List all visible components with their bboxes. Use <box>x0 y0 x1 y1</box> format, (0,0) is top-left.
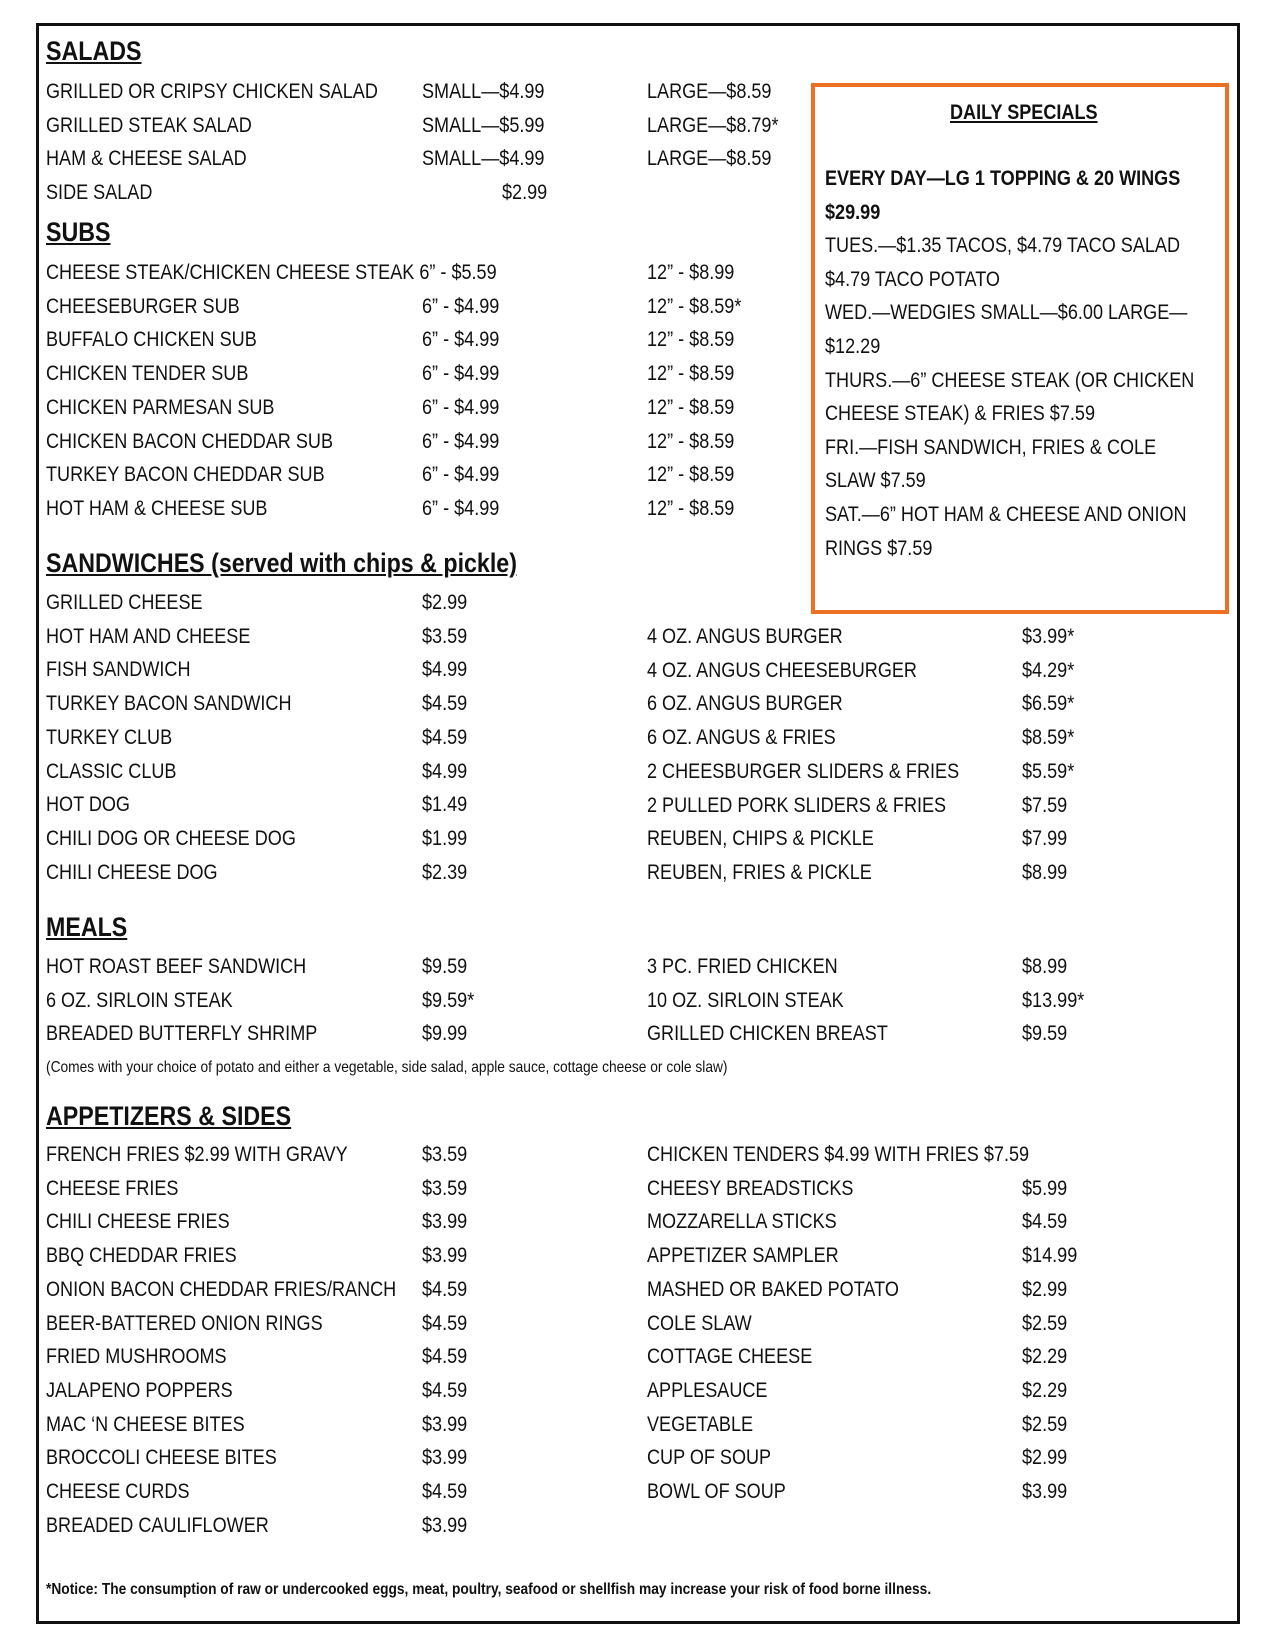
appetizers-right-item-price: $2.59 <box>1022 1412 1068 1436</box>
appetizers-left-item-price: $3.99 <box>422 1412 468 1436</box>
meals-left-item-price: $9.59* <box>422 988 475 1012</box>
sandwiches-right-item-price: $6.59* <box>1022 692 1075 716</box>
sub-12in-price: 12” - $8.59* <box>647 294 742 318</box>
daily-special-line: THURS.—6” CHEESE STEAK (OR CHICKEN <box>825 368 1195 392</box>
appetizers-left-item-name: FRIED MUSHROOMS <box>46 1345 227 1369</box>
sandwiches-left-item-price: $3.59 <box>422 624 468 648</box>
sandwiches-left-item-price: $4.59 <box>422 725 468 749</box>
sub-item-name: CHEESE STEAK/CHICKEN CHEESE STEAK 6” - $5.59 <box>46 261 497 284</box>
sub-6in-price: 6” - $4.99 <box>422 395 500 419</box>
salad-small-price: SMALL—$4.99 <box>422 80 545 103</box>
sub-6in-price: 6” - $4.99 <box>422 463 500 487</box>
sandwiches-left-item-price: $4.99 <box>422 658 468 682</box>
daily-special-line: CHEESE STEAK) & FRIES $7.59 <box>825 402 1095 426</box>
meals-right-item-price: $9.59 <box>1022 1022 1068 1046</box>
sandwiches-left-item-price: $1.49 <box>422 793 468 817</box>
sandwiches-right-item-price: $8.99 <box>1022 860 1068 884</box>
appetizers-right-item-price: $2.99 <box>1022 1446 1068 1470</box>
salad-small-price: SMALL—$5.99 <box>422 113 545 137</box>
sub-6in-price: 6” - $4.99 <box>422 496 500 520</box>
sandwiches-left-item-name: TURKEY CLUB <box>46 725 173 749</box>
sub-12in-price: 12” - $8.59 <box>647 429 735 453</box>
appetizers-left-item-name: BROCCOLI CHEESE BITES <box>46 1446 277 1470</box>
appetizers-right-item-name: BOWL OF SOUP <box>647 1480 786 1503</box>
salad-large-price: LARGE—$8.59 <box>647 147 772 171</box>
appetizers-left-item-name: ONION BACON CHEDDAR FRIES/RANCH <box>46 1277 397 1301</box>
appetizers-left-item-price: $4.59 <box>422 1378 468 1402</box>
sandwiches-right-item-name: 4 OZ. ANGUS BURGER <box>647 625 843 648</box>
appetizers-right-item-price: $5.99 <box>1022 1176 1068 1200</box>
meals-left-item-name: 6 OZ. SIRLOIN STEAK <box>46 988 233 1012</box>
daily-special-line: WED.—WEDGIES SMALL—$6.00 LARGE— <box>825 301 1188 325</box>
sandwiches-left-item-price: $2.39 <box>422 860 468 884</box>
appetizers-right-item-name: COTTAGE CHEESE <box>647 1345 813 1369</box>
sandwiches-left-item-price: $4.99 <box>422 759 468 783</box>
sandwiches-right-item-price: $7.59 <box>1022 793 1068 817</box>
appetizers-left-item-name: FRENCH FRIES $2.99 WITH GRAVY <box>46 1143 348 1166</box>
meals-right-item-name: 10 OZ. SIRLOIN STEAK <box>647 988 844 1012</box>
meals-note: (Comes with your choice of potato and either a vegetable, side salad, apple sauce, cottage cheese or cole slaw) <box>46 1059 728 1076</box>
sandwiches-right-item-price: $3.99* <box>1022 625 1075 648</box>
meals-right-item-price: $13.99* <box>1022 988 1085 1012</box>
appetizers-left-item-name: MAC ‘N CHEESE BITES <box>46 1412 245 1436</box>
appetizers-left-item-name: CHEESE CURDS <box>46 1480 190 1503</box>
sandwiches-right-item-name: 2 PULLED PORK SLIDERS & FRIES <box>647 793 947 817</box>
salad-large-price: LARGE—$8.79* <box>647 113 779 137</box>
daily-special-line: SLAW $7.59 <box>825 469 926 493</box>
daily-special-line: $29.99 <box>825 200 881 224</box>
daily-special-line: $12.29 <box>825 335 881 358</box>
sandwiches-right-item-price: $8.59* <box>1022 726 1075 750</box>
appetizers-left-item-price: $4.59 <box>422 1480 468 1503</box>
sandwiches-right-item-name: 6 OZ. ANGUS & FRIES <box>647 726 836 750</box>
appetizers-left-item-name: CHILI CHEESE FRIES <box>46 1210 230 1234</box>
daily-special-line: $4.79 TACO POTATO <box>825 267 1000 291</box>
appetizers-right-item-name: APPETIZER SAMPLER <box>647 1244 839 1268</box>
appetizers-left-item-price: $3.59 <box>422 1143 468 1166</box>
meals-right-item-price: $8.99 <box>1022 955 1068 978</box>
appetizers-right-item-price: $4.59 <box>1022 1210 1068 1234</box>
salad-small-price: SMALL—$4.99 <box>422 147 545 171</box>
appetizers-right-item-price: $2.29 <box>1022 1345 1068 1369</box>
appetizers-left-item-name: BBQ CHEDDAR FRIES <box>46 1244 237 1268</box>
appetizers-left-item-name: BREADED CAULIFLOWER <box>46 1513 269 1537</box>
sandwiches-right-item-name: 4 OZ. ANGUS CHEESEBURGER <box>647 658 917 682</box>
sandwiches-left-item-name: CLASSIC CLUB <box>46 759 177 783</box>
appetizers-left-item-price: $3.99 <box>422 1513 468 1537</box>
sandwiches-left-item-name: HOT DOG <box>46 793 130 817</box>
meals-left-item-price: $9.59 <box>422 955 468 978</box>
daily-special-line: SAT.—6” HOT HAM & CHEESE AND ONION <box>825 503 1187 526</box>
appetizers-left-item-price: $4.59 <box>422 1311 468 1335</box>
sub-6in-price: 6” - $4.99 <box>422 294 500 318</box>
sandwiches-left-item-price: $2.99 <box>422 591 468 614</box>
daily-special-line: RINGS $7.59 <box>825 536 933 560</box>
appetizers-right-item-name: MOZZARELLA STICKS <box>647 1210 837 1234</box>
sandwiches-left-item-name: CHILI DOG OR CHEESE DOG <box>46 826 296 850</box>
appetizers-right-item-name: COLE SLAW <box>647 1311 752 1335</box>
sub-6in-price: 6” - $4.99 <box>422 362 500 386</box>
sandwiches-left-item-price: $1.99 <box>422 826 468 850</box>
appetizers-left-item-price: $3.99 <box>422 1244 468 1268</box>
sub-12in-price: 12” - $8.59 <box>647 395 735 419</box>
appetizers-right-item-name: CHICKEN TENDERS $4.99 WITH FRIES $7.59 <box>647 1143 1030 1166</box>
appetizers-right-item-price: $2.29 <box>1022 1378 1068 1402</box>
appetizers-left-item-name: JALAPENO POPPERS <box>46 1378 233 1402</box>
appetizers-right-item-name: APPLESAUCE <box>647 1378 768 1402</box>
sub-12in-price: 12” - $8.59 <box>647 362 735 386</box>
appetizers-right-item-name: CHEESY BREADSTICKS <box>647 1176 854 1200</box>
sub-item-name: CHICKEN TENDER SUB <box>46 362 249 386</box>
meals-left-item-name: BREADED BUTTERFLY SHRIMP <box>46 1022 318 1046</box>
sub-item-name: CHICKEN PARMESAN SUB <box>46 395 275 419</box>
sandwiches-heading: SANDWICHES (served with chips & pickle) <box>46 548 517 578</box>
sub-12in-price: 12” - $8.59 <box>647 463 735 487</box>
sandwiches-left-item-name: FISH SANDWICH <box>46 658 191 682</box>
salad-large-price: LARGE—$8.59 <box>647 80 772 103</box>
sandwiches-right-item-name: REUBEN, FRIES & PICKLE <box>647 860 872 884</box>
sandwiches-left-item-name: HOT HAM AND CHEESE <box>46 624 251 648</box>
sub-6in-price: 6” - $4.99 <box>422 429 500 453</box>
food-safety-notice: *Notice: The consumption of raw or undercooked eggs, meat, poultry, seafood or shellfish may increase your risk of food borne illness. <box>46 1581 932 1598</box>
appetizers-right-item-name: MASHED OR BAKED POTATO <box>647 1277 899 1301</box>
sandwiches-right-item-price: $4.29* <box>1022 658 1075 682</box>
sub-item-name: HOT HAM & CHEESE SUB <box>46 496 268 520</box>
sandwiches-left-item-name: TURKEY BACON SANDWICH <box>46 692 292 716</box>
salad-item-name: HAM & CHEESE SALAD <box>46 147 247 171</box>
appetizers-left-item-price: $3.99 <box>422 1446 468 1470</box>
daily-specials-box <box>811 83 1229 614</box>
appetizers-right-item-name: VEGETABLE <box>647 1412 754 1436</box>
sub-item-name: BUFFALO CHICKEN SUB <box>46 328 257 352</box>
meals-left-item-price: $9.99 <box>422 1022 468 1046</box>
appetizers-right-item-price: $2.99 <box>1022 1277 1068 1301</box>
meals-left-item-name: HOT ROAST BEEF SANDWICH <box>46 955 307 978</box>
salad-item-name: SIDE SALAD <box>46 181 153 205</box>
appetizers-left-item-price: $4.59 <box>422 1345 468 1369</box>
daily-special-line: EVERY DAY—LG 1 TOPPING & 20 WINGS <box>825 167 1181 190</box>
sub-item-name: TURKEY BACON CHEDDAR SUB <box>46 463 325 487</box>
daily-special-line: TUES.—$1.35 TACOS, $4.79 TACO SALAD <box>825 234 1180 258</box>
salads-heading: SALADS <box>46 36 142 66</box>
appetizers-left-item-name: CHEESE FRIES <box>46 1176 179 1200</box>
sub-12in-price: 12” - $8.59 <box>647 328 735 352</box>
appetizers-left-item-price: $3.59 <box>422 1176 468 1200</box>
salad-item-name: GRILLED OR CRIPSY CHICKEN SALAD <box>46 80 378 103</box>
appetizers-left-item-price: $3.99 <box>422 1210 468 1234</box>
meals-right-item-name: GRILLED CHICKEN BREAST <box>647 1022 888 1046</box>
salad-small-price: $2.99 <box>502 181 548 205</box>
sandwiches-right-item-name: 6 OZ. ANGUS BURGER <box>647 692 843 716</box>
appetizers-heading: APPETIZERS & SIDES <box>46 1101 292 1131</box>
appetizers-right-item-price: $14.99 <box>1022 1244 1078 1268</box>
sub-6in-price: 6” - $4.99 <box>422 328 500 352</box>
daily-special-line: FRI.—FISH SANDWICH, FRIES & COLE <box>825 435 1157 459</box>
appetizers-left-item-price: $4.59 <box>422 1277 468 1301</box>
sandwiches-right-item-price: $5.59* <box>1022 759 1075 783</box>
sub-item-name: CHICKEN BACON CHEDDAR SUB <box>46 429 333 453</box>
sandwiches-left-item-name: GRILLED CHEESE <box>46 591 203 614</box>
appetizers-right-item-price: $3.99 <box>1022 1480 1068 1503</box>
sandwiches-right-item-name: 2 CHEESBURGER SLIDERS & FRIES <box>647 759 960 783</box>
sub-12in-price: 12” - $8.99 <box>647 261 735 284</box>
sub-12in-price: 12” - $8.59 <box>647 496 735 520</box>
daily-specials-title: DAILY SPECIALS <box>950 101 1098 124</box>
salad-item-name: GRILLED STEAK SALAD <box>46 113 252 137</box>
meals-right-item-name: 3 PC. FRIED CHICKEN <box>647 955 838 978</box>
subs-heading: SUBS <box>46 217 111 247</box>
sandwiches-right-item-price: $7.99 <box>1022 827 1068 851</box>
appetizers-left-item-name: BEER-BATTERED ONION RINGS <box>46 1311 323 1335</box>
sub-item-name: CHEESEBURGER SUB <box>46 294 240 318</box>
appetizers-right-item-name: CUP OF SOUP <box>647 1446 772 1470</box>
sandwiches-left-item-name: CHILI CHEESE DOG <box>46 860 218 884</box>
sandwiches-right-item-name: REUBEN, CHIPS & PICKLE <box>647 827 874 851</box>
sandwiches-left-item-price: $4.59 <box>422 692 468 716</box>
appetizers-right-item-price: $2.59 <box>1022 1311 1068 1335</box>
meals-heading: MEALS <box>46 912 128 942</box>
